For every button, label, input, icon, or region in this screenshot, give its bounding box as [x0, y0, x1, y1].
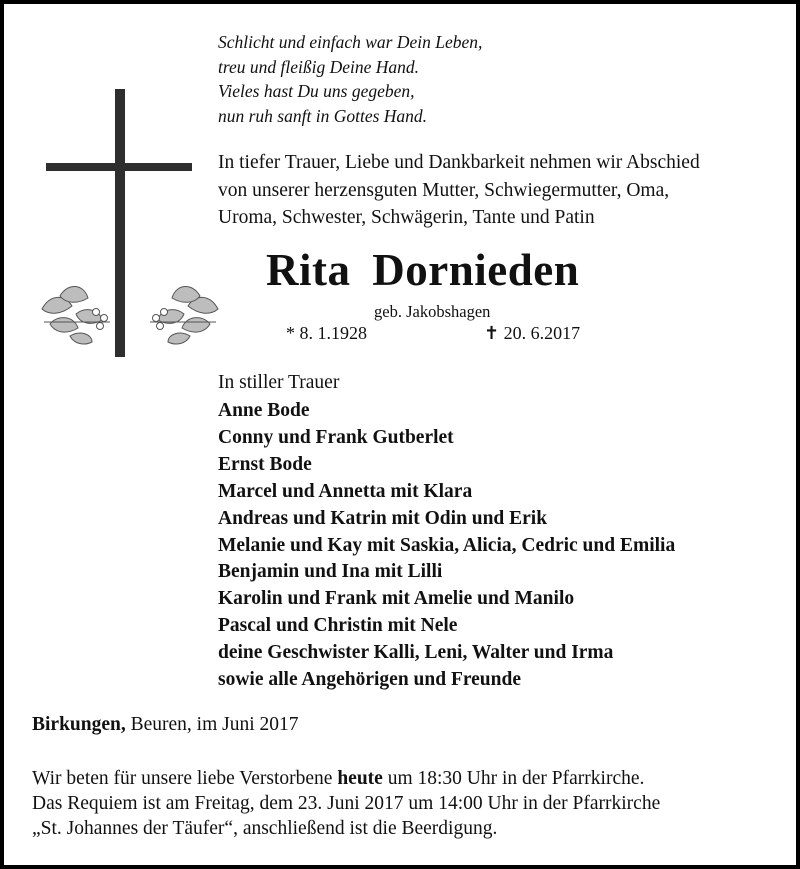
mourners-intro: In stiller Trauer	[218, 372, 340, 393]
service-highlight: heute	[337, 768, 383, 789]
service-text: um 18:30 Uhr in der Pfarrkirche.	[382, 768, 645, 789]
cross-with-branches-icon	[40, 84, 220, 364]
service-line: Das Requiem ist am Freitag, dem 23. Juni 2017 um 14:00 Uhr in der Pfarrkirche	[32, 793, 661, 814]
service-line: „St. Johannes der Täufer“, anschließend ist die Beerdigung.	[32, 818, 498, 839]
list-item: Marcel und Annetta mit Klara	[218, 480, 473, 502]
list-item: Conny und Frank Gutberlet	[218, 426, 454, 448]
intro-line: von unserer herzensguten Mutter, Schwiegermutter, Oma,	[218, 179, 670, 201]
intro-line: In tiefer Trauer, Liebe und Dankbarkeit nehmen wir Abschied	[218, 152, 700, 173]
list-item: deine Geschwister Kalli, Leni, Walter und Irma	[218, 642, 614, 664]
death-date: ✝ 20. 6.2017	[484, 323, 581, 343]
poem	[218, 30, 482, 128]
olive-branch-icon	[42, 286, 110, 344]
place-rest: Beuren, im Juni 2017	[125, 714, 299, 735]
poem-line: Schlicht und einfach war Dein Leben,	[218, 32, 483, 52]
mourners-list	[218, 398, 675, 694]
list-item: Pascal und Christin mit Nele	[218, 615, 458, 637]
list-item: Ernst Bode	[218, 453, 312, 475]
list-item: Karolin und Frank mit Amelie und Manilo	[218, 588, 575, 610]
poem-line: nun ruh sanft in Gottes Hand.	[218, 105, 428, 126]
intro-line: Uroma, Schwester, Schwägerin, Tante und Patin	[218, 207, 595, 228]
birth-name: geb. Jakobshagen	[374, 302, 491, 321]
service-line	[32, 766, 660, 791]
olive-branch-icon	[150, 286, 218, 344]
list-item: Benjamin und Ina mit Lilli	[218, 561, 443, 583]
list-item: sowie alle Angehörigen und Freunde	[218, 669, 522, 691]
service-text: Wir beten für unsere liebe Verstorbene	[32, 768, 338, 789]
latin-cross-icon	[115, 89, 125, 357]
birth-date: * 8. 1.1928	[286, 323, 367, 343]
list-item: Melanie und Kay mit Saskia, Alicia, Cedric und Emilia	[218, 534, 676, 556]
list-item: Anne Bode	[218, 400, 310, 421]
intro-text	[218, 149, 700, 232]
place-date	[32, 714, 299, 736]
poem-line: Vieles hast Du uns gegeben,	[218, 81, 415, 101]
poem-line: treu und fleißig Deine Hand.	[218, 56, 420, 77]
place-main: Birkungen,	[32, 714, 126, 735]
service-info	[32, 766, 660, 841]
deceased-name: Rita Dornieden	[266, 245, 580, 295]
list-item: Andreas und Katrin mit Odin und Erik	[218, 507, 548, 529]
